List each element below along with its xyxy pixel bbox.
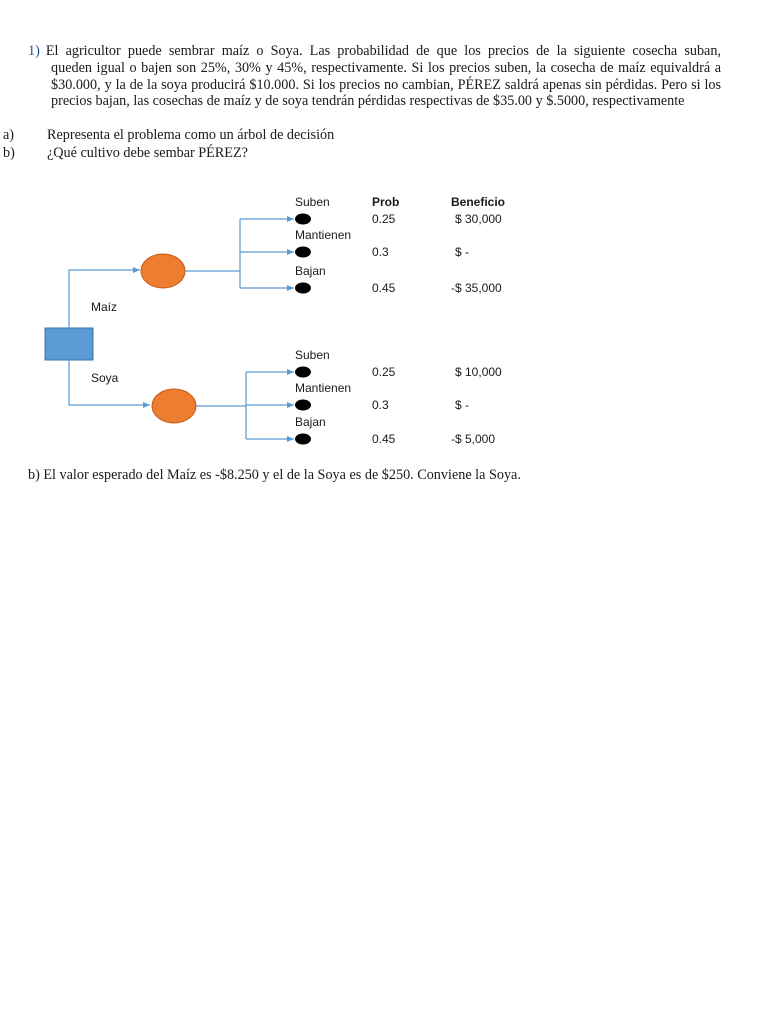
benefit-value-maz-bajan: -$ 35,000 (451, 281, 502, 295)
outcome-label-soya-mantienen: Mantienen (295, 381, 352, 395)
chance-node-maz (141, 254, 185, 288)
outcome-label-maz-bajan: Bajan (295, 264, 326, 278)
terminal-node-soya-mantienen (295, 400, 311, 411)
terminal-node-maz-bajan (295, 283, 311, 294)
benefit-value-soya-suben: $ 10,000 (455, 365, 502, 379)
terminal-node-maz-mantienen (295, 247, 311, 258)
prob-value-soya-mantienen: 0.3 (372, 398, 389, 412)
prob-value-soya-suben: 0.25 (372, 365, 396, 379)
prob-value-maz-suben: 0.25 (372, 212, 396, 226)
branch-label-soya: Soya (91, 371, 119, 385)
subquestion-b-label: b) (3, 145, 15, 161)
terminal-node-soya-bajan (295, 434, 311, 445)
question-body: queden igual o bajen son 25%, 30% y 45%, respectivamente. Si los precios suben, la cosecha de maíz equivaldrá a $30.000, y la de la soya producirá $10.000. Si los precios no cambian, PÉREZ saldrá apenas sin pérdidas. Pero si los precios bajan, las cosechas de maíz y de soya tendrán pérdidas respectivas de $35.00 y $.5000, respectivamente (51, 59, 721, 110)
decision-tree (0, 0, 768, 470)
benefit-header: Beneficio (451, 195, 506, 209)
chance-node-soya (152, 389, 196, 423)
answer-text: b) El valor esperado del Maíz es -$8.250 y el de la Soya es de $250. Conviene la Soya. (28, 467, 521, 483)
question-number: 1) (28, 43, 40, 59)
outcome-label-maz-suben: Suben (295, 195, 330, 209)
outcome-label-soya-suben: Suben (295, 348, 330, 362)
decision-node (45, 328, 93, 360)
benefit-value-soya-bajan: -$ 5,000 (451, 432, 496, 446)
question-line1: El agricultor puede sembrar maíz o Soya. Las probabilidad de que los precios de la siguiente cosecha suban, (45, 43, 721, 59)
branch-line-maz (69, 270, 140, 328)
subquestion-a-label: a) (3, 127, 15, 143)
prob-value-maz-bajan: 0.45 (372, 281, 396, 295)
benefit-value-maz-mantienen: $ - (455, 245, 470, 259)
outcome-label-soya-bajan: Bajan (295, 415, 326, 429)
benefit-value-maz-suben: $ 30,000 (455, 212, 502, 226)
benefit-value-soya-mantienen: $ - (455, 398, 470, 412)
terminal-node-maz-suben (295, 214, 311, 225)
outcome-label-maz-mantienen: Mantienen (295, 228, 352, 242)
subquestion-b-text: ¿Qué cultivo debe sembar PÉREZ? (47, 145, 248, 161)
subquestion-a-text: Representa el problema como un árbol de decisión (47, 127, 335, 143)
prob-header: Prob (372, 195, 400, 209)
prob-value-maz-mantienen: 0.3 (372, 245, 389, 259)
prob-value-soya-bajan: 0.45 (372, 432, 396, 446)
terminal-node-soya-suben (295, 367, 311, 378)
branch-label-maz: Maíz (91, 300, 118, 314)
